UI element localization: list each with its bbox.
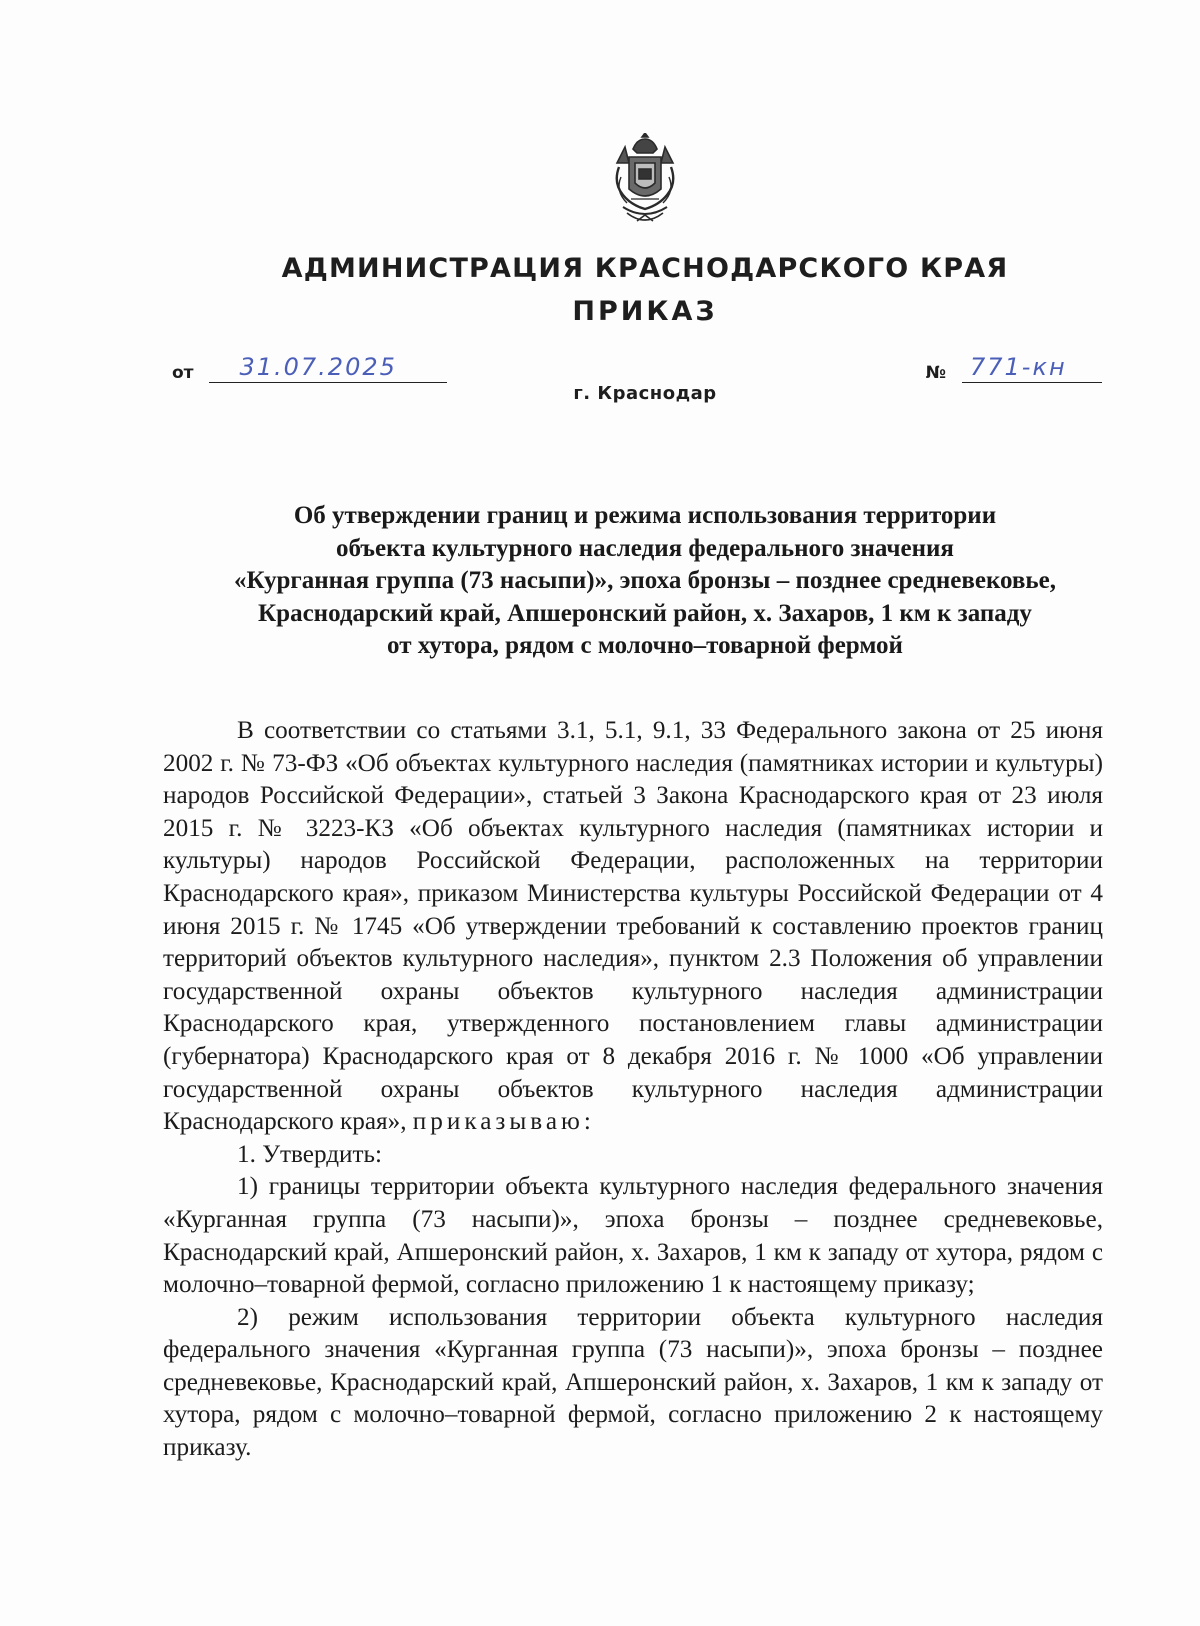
number-label: №	[925, 363, 947, 383]
order-title-line: объекта культурного наследия федерального значения	[336, 534, 954, 562]
date-line	[172, 353, 447, 383]
order-title-line: Краснодарский край, Апшеронский район, х. Захаров, 1 км к западу	[258, 599, 1032, 627]
number-field	[962, 353, 1102, 383]
order-body	[163, 715, 1103, 1465]
order-title-line: Об утверждении границ и режима использования территории	[293, 502, 997, 529]
handwritten-number: 771-кн	[970, 353, 1067, 381]
document-type: ПРИКАЗ	[572, 296, 718, 327]
date-field	[209, 353, 447, 383]
item-1-heading: 1. Утвердить:	[237, 1140, 383, 1168]
preamble-paragraph	[163, 715, 1103, 1139]
order-title	[150, 500, 1140, 663]
item-1-1-paragraph: 1) границы территории объекта культурного наследия федерального значения «Курганная группа (73 насыпи)», эпоха бронзы – позднее средневековье, Краснодарский край, Апшеронский район, х. Захаров, 1 км к западу от хутора, рядом с молочно–товарной фермой, согласно приложению 1 к настоящему приказу;	[163, 1173, 1103, 1299]
order-title-line: «Курганная группа (73 насыпи)», эпоха бронзы – позднее средневековье,	[234, 567, 1056, 594]
coat-of-arms-emblem	[609, 133, 681, 229]
order-word: приказываю:	[412, 1108, 595, 1136]
organization-title: АДМИНИСТРАЦИЯ КРАСНОДАРСКОГО КРАЯ	[281, 253, 1009, 284]
handwritten-date: 31.07.2025	[239, 353, 397, 381]
number-line	[925, 353, 1102, 383]
preamble-text: В соответствии со статьями 3.1, 5.1, 9.1, 33 Федерального закона от 25 июня 2002 г. № 73-ФЗ «Об объектах культурного наследия (памятниках истории и культуры) народов Российской Федерации», статьей 3 Закона Краснодарского края от 23 июля 2015 г. № 3223-КЗ «Об объектах культурного наследия (памятниках истории и культуры) народов Российской Федерации, расположенных на территории Краснодарского края», приказом Министерства культуры Российской Федерации от 4 июня 2015 г. № 1745 «Об утверждении требований к составлению проектов границ территорий объектов культурного наследия», пунктом 2.3 Положения об управлении государственной охраны объектов культурного наследия администрации Краснодарского края, утвержденного постановлением главы администрации (губернатора) Краснодарского края от 8 декабря 2016 г. № 1000 «Об управлении государственной охраны объектов культурного наследия администрации Краснодарского края»,	[163, 717, 1103, 1136]
date-label: от	[172, 363, 194, 383]
order-title-line: от хутора, рядом с молочно–товарной фермой	[387, 632, 903, 659]
city-line: г. Краснодар	[573, 383, 717, 404]
item-1-2-paragraph: 2) режим использования территории объекта культурного наследия федерального значения «Курганная группа (73 насыпи)», эпоха бронзы – позднее средневековье, Краснодарский край, Апшеронский район, х. Захаров, 1 км к западу от хутора, рядом с молочно–товарной фермой, согласно приложению 2 к настоящему приказу.	[163, 1303, 1103, 1462]
